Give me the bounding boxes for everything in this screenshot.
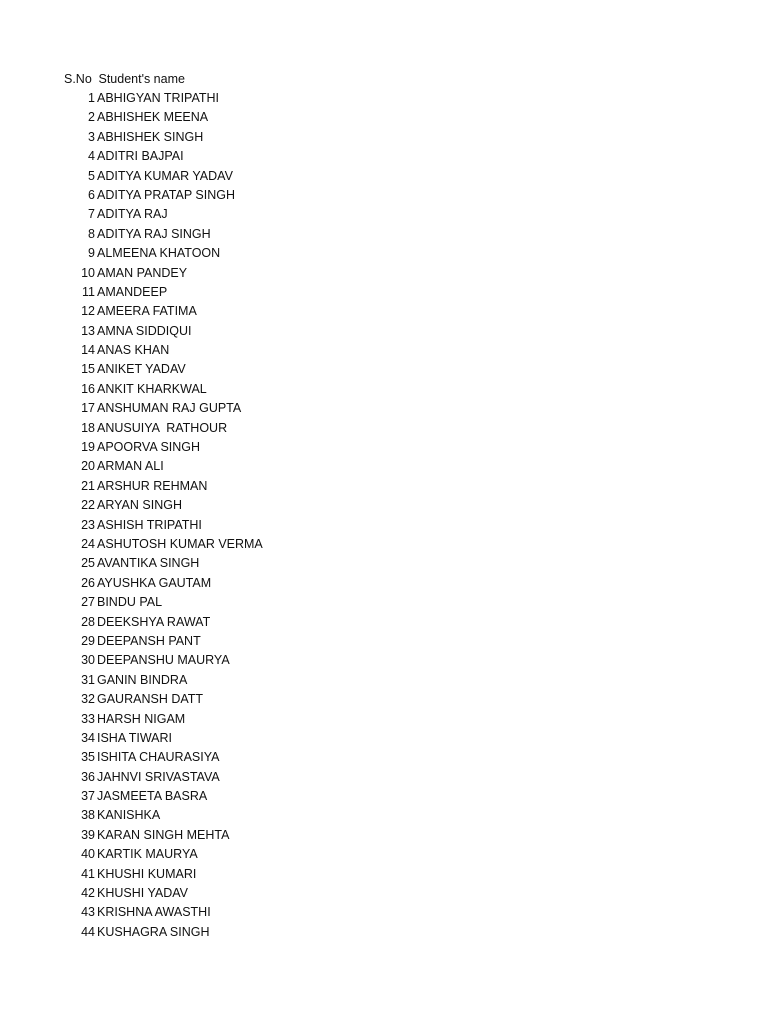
row-sno: 43 — [81, 905, 95, 920]
table-row — [64, 690, 704, 709]
row-student-name: KUSHAGRA SINGH — [97, 924, 210, 939]
row-sno: 7 — [88, 207, 95, 222]
row-sno: 27 — [81, 595, 95, 610]
row-sno: 29 — [81, 633, 95, 648]
row-student-name: ISHA TIWARI — [97, 730, 173, 745]
row-student-name: ADITYA RAJ — [97, 207, 168, 222]
row-sno: 20 — [81, 459, 95, 474]
row-student-name: JAHNVI SRIVASTAVA — [97, 769, 220, 784]
row-student-name: APOORVA SINGH — [97, 440, 201, 455]
table-row — [64, 671, 704, 690]
row-sno: 35 — [81, 750, 95, 765]
row-student-name: AVANTIKA SINGH — [97, 556, 200, 571]
table-row — [64, 283, 704, 302]
row-sno: 11 — [82, 284, 95, 299]
row-sno: 28 — [81, 614, 95, 629]
row-student-name: ABHISHEK SINGH — [97, 129, 204, 144]
row-student-name: ANKIT KHARKWAL — [97, 381, 207, 396]
table-row — [64, 108, 704, 127]
row-student-name: ANAS KHAN — [97, 343, 170, 358]
table-row — [64, 244, 704, 263]
row-student-name: KRISHNA AWASTHI — [97, 905, 211, 920]
header-sno-label: S.No — [64, 72, 92, 86]
row-sno: 14 — [81, 343, 95, 358]
table-row — [64, 923, 704, 942]
row-sno: 17 — [81, 401, 95, 416]
row-sno: 23 — [81, 517, 95, 532]
row-student-name: DEEKSHYA RAWAT — [97, 614, 211, 629]
row-sno: 37 — [81, 789, 95, 804]
row-sno: 1 — [88, 91, 95, 105]
row-student-name: HARSH NIGAM — [97, 711, 186, 726]
row-sno: 26 — [81, 575, 95, 590]
row-student-name: DEEPANSHU MAURYA — [97, 653, 230, 668]
table-row — [64, 535, 704, 554]
table-row — [64, 826, 704, 845]
row-student-name: ADITYA RAJ SINGH — [97, 226, 211, 241]
row-student-name: ASHISH TRIPATHI — [97, 517, 202, 532]
row-sno: 34 — [81, 730, 95, 745]
row-student-name: DEEPANSH PANT — [97, 633, 201, 648]
row-student-name: ISHITA CHAURASIYA — [97, 750, 220, 765]
row-sno: 33 — [81, 711, 95, 726]
row-student-name: JASMEETA BASRA — [97, 789, 208, 804]
row-student-name: ADITYA KUMAR YADAV — [97, 168, 233, 183]
table-row — [64, 574, 704, 593]
row-sno: 22 — [81, 498, 95, 513]
row-student-name: AMEERA FATIMA — [97, 304, 197, 319]
table-row — [64, 651, 704, 670]
row-student-name: ARSHUR REHMAN — [97, 478, 208, 493]
row-student-name: ABHIGYAN TRIPATHI — [97, 91, 220, 105]
row-student-name: ADITRI BAJPAI — [97, 149, 184, 164]
row-student-name: GAURANSH DATT — [97, 692, 204, 707]
table-row — [64, 225, 704, 244]
row-student-name: KARTIK MAURYA — [97, 847, 198, 862]
row-sno: 41 — [81, 866, 95, 881]
row-sno: 38 — [81, 808, 95, 823]
table-row — [64, 496, 704, 515]
row-student-name: ASHUTOSH KUMAR VERMA — [97, 536, 263, 551]
table-row — [64, 399, 704, 418]
table-row — [64, 865, 704, 884]
row-sno: 39 — [81, 827, 95, 842]
row-student-name: AMANDEEP — [97, 284, 168, 299]
table-row — [64, 128, 704, 147]
table-row — [64, 516, 704, 535]
row-student-name: GANIN BINDRA — [97, 672, 188, 687]
table-row — [64, 903, 704, 922]
row-student-name: ADITYA PRATAP SINGH — [97, 187, 235, 202]
row-sno: 2 — [88, 110, 95, 125]
student-list — [64, 89, 704, 942]
row-student-name: KHUSHI YADAV — [97, 886, 188, 901]
row-sno: 30 — [81, 653, 95, 668]
table-row — [64, 341, 704, 360]
table-row — [64, 768, 704, 787]
row-sno: 24 — [81, 536, 95, 551]
table-row — [64, 186, 704, 205]
table-row — [64, 264, 704, 283]
row-student-name: AMAN PANDEY — [97, 265, 188, 280]
header-name-label: Student's name — [98, 72, 185, 86]
row-student-name: ARMAN ALI — [97, 459, 164, 474]
row-sno: 10 — [81, 265, 95, 280]
table-row — [64, 438, 704, 457]
row-sno: 36 — [81, 769, 95, 784]
row-sno: 5 — [88, 168, 95, 183]
table-row — [64, 845, 704, 864]
table-row — [64, 613, 704, 632]
table-row — [64, 477, 704, 496]
table-row — [64, 205, 704, 224]
row-sno: 40 — [81, 847, 95, 862]
table-row — [64, 380, 704, 399]
table-row — [64, 593, 704, 612]
table-row — [64, 729, 704, 748]
row-sno: 9 — [88, 246, 95, 261]
row-sno: 3 — [88, 129, 95, 144]
table-row — [64, 710, 704, 729]
row-student-name: ALMEENA KHATOON — [97, 246, 221, 261]
table-row — [64, 632, 704, 651]
table-row — [64, 884, 704, 903]
row-sno: 16 — [81, 381, 95, 396]
table-row — [64, 89, 704, 108]
row-sno: 13 — [81, 323, 95, 338]
row-student-name: KANISHKA — [97, 808, 161, 823]
row-student-name: ABHISHEK MEENA — [97, 110, 209, 125]
row-student-name: ANSHUMAN RAJ GUPTA — [97, 401, 242, 416]
table-row — [64, 554, 704, 573]
table-row — [64, 806, 704, 825]
table-row — [64, 419, 704, 438]
table-row — [64, 167, 704, 186]
list-header — [64, 70, 704, 89]
table-row — [64, 302, 704, 321]
table-row — [64, 457, 704, 476]
row-student-name: ANUSUIYA RATHOUR — [97, 420, 228, 435]
row-student-name: AMNA SIDDIQUI — [97, 323, 192, 338]
row-sno: 25 — [81, 556, 95, 571]
row-student-name: ARYAN SINGH — [97, 498, 182, 513]
table-row — [64, 787, 704, 806]
row-sno: 6 — [88, 187, 95, 202]
row-sno: 4 — [88, 149, 95, 164]
row-sno: 18 — [81, 420, 95, 435]
table-row — [64, 360, 704, 379]
table-row — [64, 322, 704, 341]
row-student-name: AYUSHKA GAUTAM — [97, 575, 212, 590]
row-sno: 12 — [81, 304, 95, 319]
row-student-name: KHUSHI KUMARI — [97, 866, 197, 881]
row-student-name: KARAN SINGH MEHTA — [97, 827, 230, 842]
student-list-sheet — [64, 70, 704, 942]
row-sno: 21 — [81, 478, 95, 493]
table-row — [64, 147, 704, 166]
row-sno: 44 — [81, 924, 95, 939]
row-sno: 32 — [81, 692, 95, 707]
row-sno: 42 — [81, 886, 95, 901]
row-student-name: ANIKET YADAV — [97, 362, 186, 377]
table-row — [64, 748, 704, 767]
row-sno: 8 — [88, 226, 95, 241]
row-student-name: BINDU PAL — [97, 595, 163, 610]
row-sno: 15 — [81, 362, 95, 377]
row-sno: 19 — [81, 440, 95, 455]
row-sno: 31 — [81, 672, 95, 687]
